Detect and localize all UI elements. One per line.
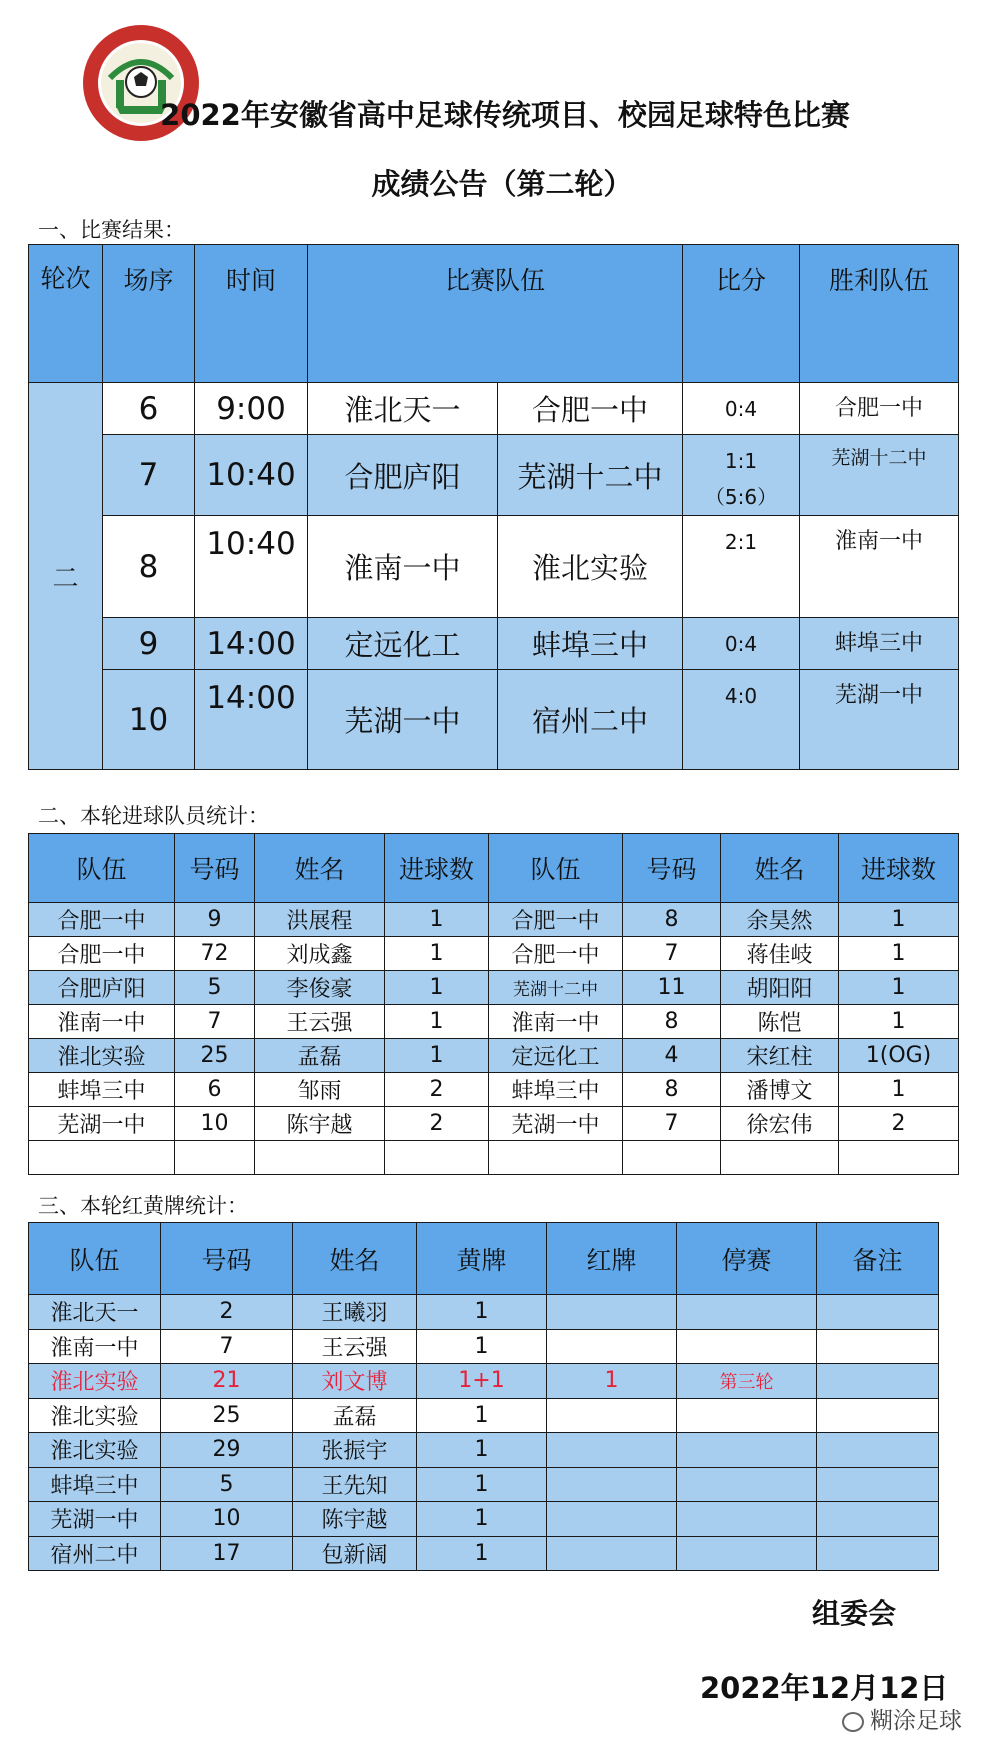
- cell: 包新阔: [293, 1536, 417, 1571]
- cell: 10: [175, 1107, 255, 1141]
- cell: 胡阳阳: [721, 971, 839, 1005]
- winner: 淮南一中: [800, 516, 959, 618]
- table-header-row: [29, 834, 959, 903]
- team-b: 宿州二中: [498, 670, 683, 770]
- cell: 10: [161, 1502, 293, 1537]
- cell: 合肥一中: [489, 937, 623, 971]
- cell: 蚌埠三中: [29, 1467, 161, 1502]
- table-row: [29, 1073, 959, 1107]
- cell: 1: [385, 903, 489, 937]
- match-time: 9:00: [195, 383, 308, 435]
- match-no: 7: [103, 435, 195, 516]
- team-b: 蚌埠三中: [498, 618, 683, 670]
- cell: [175, 1141, 255, 1175]
- watermark: [842, 1702, 962, 1735]
- cell: [721, 1141, 839, 1175]
- cell: [677, 1502, 817, 1537]
- header-suspension: 停赛: [677, 1223, 817, 1295]
- match-time: 14:00: [195, 670, 308, 770]
- header-number: 号码: [161, 1223, 293, 1295]
- cell: 1: [385, 1039, 489, 1073]
- table-row: [29, 1398, 939, 1433]
- watermark-text: 糊涂足球: [870, 1708, 962, 1734]
- cell: 淮北实验: [29, 1398, 161, 1433]
- cell: 9: [175, 903, 255, 937]
- winner: 合肥一中: [800, 383, 959, 435]
- cell: 72: [175, 937, 255, 971]
- cell: 6: [175, 1073, 255, 1107]
- cell: [839, 1141, 959, 1175]
- cell: [547, 1433, 677, 1468]
- cell: 刘文博: [293, 1364, 417, 1399]
- cell: 1: [385, 971, 489, 1005]
- table-row: [29, 1107, 959, 1141]
- winner: 蚌埠三中: [800, 618, 959, 670]
- table-row: [29, 1502, 939, 1537]
- cell: 王云强: [293, 1329, 417, 1364]
- table-row: [29, 618, 959, 670]
- team-a: 淮北天一: [308, 383, 498, 435]
- score: 0:4: [683, 383, 800, 435]
- cell: [817, 1364, 939, 1399]
- organizer-signature: 组委会: [812, 1597, 897, 1630]
- cell: 李俊豪: [255, 971, 385, 1005]
- table-row: [29, 516, 959, 618]
- score: 2:1: [683, 516, 800, 618]
- table-row: [29, 1467, 939, 1502]
- cell: 徐宏伟: [721, 1107, 839, 1141]
- cell: 7: [623, 937, 721, 971]
- cell: 8: [623, 1073, 721, 1107]
- score: 1:1（5:6）: [683, 435, 800, 516]
- cell: 余昊然: [721, 903, 839, 937]
- cell: [817, 1295, 939, 1330]
- wechat-icon: [842, 1712, 864, 1732]
- cell: 1: [417, 1398, 547, 1433]
- match-time: 10:40: [195, 435, 308, 516]
- scorers-table: [28, 833, 959, 1175]
- cell: 宿州二中: [29, 1536, 161, 1571]
- issue-date: 2022年12月12日: [700, 1671, 949, 1705]
- cell: 陈宇越: [255, 1107, 385, 1141]
- cell: 1: [385, 937, 489, 971]
- cell: 陈宇越: [293, 1502, 417, 1537]
- cell: 定远化工: [489, 1039, 623, 1073]
- cell: [29, 1141, 175, 1175]
- cell: 1(OG): [839, 1039, 959, 1073]
- table-header-row: [29, 1223, 939, 1295]
- cell: 芜湖十二中: [489, 971, 623, 1005]
- table-row: [29, 383, 959, 435]
- cell: 孟磊: [255, 1039, 385, 1073]
- cards-table: [28, 1222, 939, 1571]
- cell: 1: [839, 937, 959, 971]
- cell: [817, 1433, 939, 1468]
- cell: 1: [839, 903, 959, 937]
- header-team: 队伍: [29, 1223, 161, 1295]
- cell: 合肥一中: [29, 903, 175, 937]
- match-no: 9: [103, 618, 195, 670]
- cell: 1: [417, 1536, 547, 1571]
- header-winner: 胜利队伍: [800, 245, 959, 383]
- cell: [547, 1398, 677, 1433]
- header-match-no: 场序: [103, 245, 195, 383]
- section-scorers-title: 二、本轮进球队员统计：: [38, 804, 269, 828]
- table-row-suspended: [29, 1364, 939, 1399]
- cell: 淮北实验: [29, 1364, 161, 1399]
- section-cards-title: 三、本轮红黄牌统计：: [38, 1194, 248, 1218]
- cell: 第三轮: [677, 1364, 817, 1399]
- cell: 7: [175, 1005, 255, 1039]
- team-a: 定远化工: [308, 618, 498, 670]
- cell: [817, 1398, 939, 1433]
- cell: 淮南一中: [29, 1005, 175, 1039]
- match-time: 10:40: [195, 516, 308, 618]
- header-goals: 进球数: [839, 834, 959, 903]
- team-a: 淮南一中: [308, 516, 498, 618]
- cell: [677, 1295, 817, 1330]
- cell: 8: [623, 1005, 721, 1039]
- header-number: 号码: [623, 834, 721, 903]
- cell: 29: [161, 1433, 293, 1468]
- section-results-title: 一、比赛结果：: [38, 218, 185, 242]
- cell: 5: [161, 1467, 293, 1502]
- cell: 芜湖一中: [29, 1107, 175, 1141]
- cell: [623, 1141, 721, 1175]
- header-name: 姓名: [293, 1223, 417, 1295]
- cell: 蚌埠三中: [29, 1073, 175, 1107]
- cell: 邹雨: [255, 1073, 385, 1107]
- table-row-empty: [29, 1141, 959, 1175]
- table-row: [29, 971, 959, 1005]
- score: 0:4: [683, 618, 800, 670]
- header-name: 姓名: [721, 834, 839, 903]
- header-team: 队伍: [489, 834, 623, 903]
- cell: 1: [417, 1502, 547, 1537]
- match-no: 10: [103, 670, 195, 770]
- match-time: 14:00: [195, 618, 308, 670]
- cell: [547, 1467, 677, 1502]
- table-row: [29, 435, 959, 516]
- table-row: [29, 937, 959, 971]
- cell: 王曦羽: [293, 1295, 417, 1330]
- page-title: 2022年安徽省高中足球传统项目、校园足球特色比赛: [160, 98, 850, 132]
- table-row: [29, 1329, 939, 1364]
- cell: 淮南一中: [29, 1329, 161, 1364]
- table-row: [29, 903, 959, 937]
- round-cell: 二: [29, 383, 103, 770]
- cell: [677, 1536, 817, 1571]
- header-time: 时间: [195, 245, 308, 383]
- cell: 淮北天一: [29, 1295, 161, 1330]
- cell: 蒋佳岐: [721, 937, 839, 971]
- cell: [547, 1536, 677, 1571]
- header-name: 姓名: [255, 834, 385, 903]
- team-b: 合肥一中: [498, 383, 683, 435]
- page-subtitle: 成绩公告（第二轮）: [371, 167, 633, 201]
- table-row: [29, 1039, 959, 1073]
- team-a: 合肥庐阳: [308, 435, 498, 516]
- cell: 洪展程: [255, 903, 385, 937]
- cell: 2: [161, 1295, 293, 1330]
- table-row: [29, 670, 959, 770]
- cell: 2: [385, 1073, 489, 1107]
- cell: 11: [623, 971, 721, 1005]
- cell: 合肥庐阳: [29, 971, 175, 1005]
- cell: 张振宇: [293, 1433, 417, 1468]
- team-b: 淮北实验: [498, 516, 683, 618]
- match-no: 8: [103, 516, 195, 618]
- table-row: [29, 1536, 939, 1571]
- cell: 潘博文: [721, 1073, 839, 1107]
- header-remarks: 备注: [817, 1223, 939, 1295]
- cell: 2: [385, 1107, 489, 1141]
- match-no: 6: [103, 383, 195, 435]
- cell: 1: [839, 1005, 959, 1039]
- cell: 1: [417, 1295, 547, 1330]
- table-row: [29, 1295, 939, 1330]
- cell: [677, 1467, 817, 1502]
- cell: 蚌埠三中: [489, 1073, 623, 1107]
- cell: 7: [623, 1107, 721, 1141]
- cell: 17: [161, 1536, 293, 1571]
- header-teams: 比赛队伍: [308, 245, 683, 383]
- cell: 王先知: [293, 1467, 417, 1502]
- cell: 1: [385, 1005, 489, 1039]
- cell: [817, 1329, 939, 1364]
- header-goals: 进球数: [385, 834, 489, 903]
- header-number: 号码: [175, 834, 255, 903]
- team-b: 芜湖十二中: [498, 435, 683, 516]
- header-red: 红牌: [547, 1223, 677, 1295]
- table-row: [29, 1433, 939, 1468]
- header-round: 轮次: [29, 245, 103, 383]
- table-row: [29, 1005, 959, 1039]
- cell: 王云强: [255, 1005, 385, 1039]
- cell: 1: [417, 1467, 547, 1502]
- header-score: 比分: [683, 245, 800, 383]
- cell: [385, 1141, 489, 1175]
- score: 4:0: [683, 670, 800, 770]
- cell: 21: [161, 1364, 293, 1399]
- cell: [547, 1502, 677, 1537]
- cell: 25: [161, 1398, 293, 1433]
- winner: 芜湖十二中: [800, 435, 959, 516]
- cell: 刘成鑫: [255, 937, 385, 971]
- cell: 1: [839, 971, 959, 1005]
- cell: [547, 1295, 677, 1330]
- cell: 宋红柱: [721, 1039, 839, 1073]
- cell: 孟磊: [293, 1398, 417, 1433]
- cell: 7: [161, 1329, 293, 1364]
- cell: [489, 1141, 623, 1175]
- cell: 1+1: [417, 1364, 547, 1399]
- cell: 4: [623, 1039, 721, 1073]
- cell: 2: [839, 1107, 959, 1141]
- cell: 8: [623, 903, 721, 937]
- cell: 25: [175, 1039, 255, 1073]
- cell: [677, 1329, 817, 1364]
- cell: 1: [417, 1433, 547, 1468]
- cell: 合肥一中: [29, 937, 175, 971]
- cell: 陈恺: [721, 1005, 839, 1039]
- header-yellow: 黄牌: [417, 1223, 547, 1295]
- cell: 淮北实验: [29, 1433, 161, 1468]
- cell: 淮北实验: [29, 1039, 175, 1073]
- cell: [677, 1433, 817, 1468]
- results-table: [28, 244, 959, 770]
- winner: 芜湖一中: [800, 670, 959, 770]
- cell: 1: [417, 1329, 547, 1364]
- cell: 1: [547, 1364, 677, 1399]
- cell: [677, 1398, 817, 1433]
- cell: 合肥一中: [489, 903, 623, 937]
- cell: 1: [839, 1073, 959, 1107]
- cell: 5: [175, 971, 255, 1005]
- cell: [817, 1536, 939, 1571]
- cell: [547, 1329, 677, 1364]
- cell: 芜湖一中: [489, 1107, 623, 1141]
- cell: [255, 1141, 385, 1175]
- team-a: 芜湖一中: [308, 670, 498, 770]
- header-team: 队伍: [29, 834, 175, 903]
- cell: [817, 1502, 939, 1537]
- cell: [817, 1467, 939, 1502]
- cell: 淮南一中: [489, 1005, 623, 1039]
- cell: 芜湖一中: [29, 1502, 161, 1537]
